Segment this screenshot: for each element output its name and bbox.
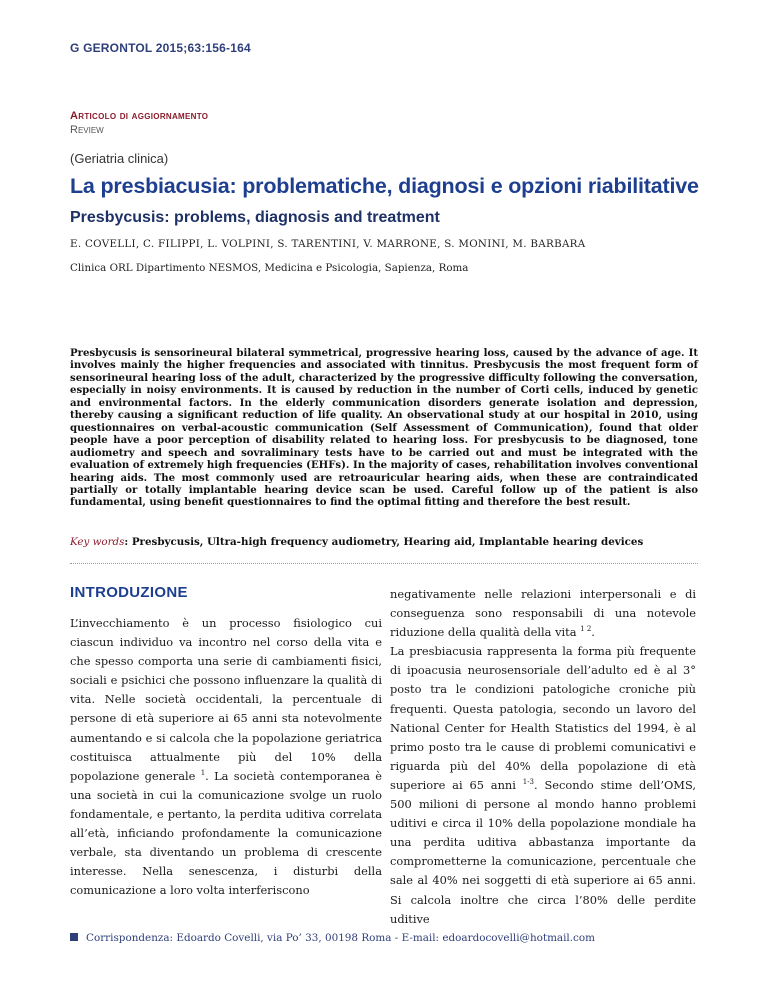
abstract: Presbycusis is sensorineural bilateral symmetrical, progressive hearing loss, caused by the advance of age. It involves mainly the higher frequencies and associated with tinnitus. Presbycusis the most frequent form of sensorineural hearing loss of the adult, characterized by the progressive difficulty following the conversation, especially in noisy environments. It is caused by reduction in the number of Corti cells, induced by genetic and environmental factors. In the elderly communication disorders generate isolation and depression, thereby causing a significant reduction of life quality. An observational study at our hospital in 2010, using questionnaires on verbal-acoustic communication (Self Assessment of Communication), found that older people have a poor perception of disability related to hearing loss. For presbycusis to be diagnosed, tone audiometry and speech and sovraliminary tests have to be carried out and must be integrated with the evaluation of extremely high frequencies (EHFs). In the majority of cases, rehabilitation involves conventional hearing aids. The most commonly used are retroauricular hearing aids, when these are contraindicated partially or totally implantable hearing device scan be used. Careful follow up of the patient is also fundamental, using benefit questionnaires to find the optimal fitting and therefore the best result. [70, 347, 698, 509]
citation-ref[interactable]: 1 [200, 768, 206, 777]
article-category: (Geriatria clinica) [70, 151, 169, 166]
citation-ref[interactable]: 1 2 [580, 625, 592, 634]
paragraph [70, 614, 382, 900]
author-list: E. COVELLI, C. FILIPPI, L. VOLPINI, S. TARENTINI, V. MARRONE, S. MONINI, M. BARBARA [70, 238, 586, 250]
paragraph-text: . La società contemporanea è una società in cui la comunicazione svolge un ruolo fondamentale, e pertanto, la perdita uditiva correlata all’età, inficiando profondamente la comunicazione verbale, sta diventando un problema di crescente interesse. Nella senescenza, i disturbi della comunicazione a loro volta interferiscono [70, 768, 382, 898]
section-divider [70, 563, 698, 564]
paragraph-text: . Secondo stime dell’OMS, 500 milioni di persone al mondo hanno problemi uditivi e circa il 10% della popolazione mondiale ha una perdita uditiva abbastanza importante da comprometterne la comunicazione, percentuale che sale al 40% nei soggetti di età superiore ai 65 anni. Si calcola inoltre che circa l’80% delle perdite uditive [390, 777, 696, 926]
paragraph-text: La presbiacusia rappresenta la forma più frequente di ipoacusia neurosensoriale dell’adulto ed è al 3° posto tra le condizioni patologiche croniche più frequenti. Questa patologia, secondo un lavoro del National Center for Health Statistics del 1994, è al primo posto tra le cause di problemi comunicativi e riguarda più del 40% della popolazione di età superiore ai 65 anni [390, 644, 696, 792]
section-heading: INTRODUZIONE [70, 584, 188, 601]
paragraph-text: . [591, 625, 595, 640]
keywords-label: Key words [70, 536, 125, 548]
citation-ref[interactable]: 1-3 [522, 778, 535, 787]
article-title: La presbiacusia: problematiche, diagnosi e opzioni riabilitative [70, 174, 699, 198]
paragraph [390, 585, 696, 642]
journal-reference: G GERONTOL 2015;63:156-164 [70, 41, 251, 55]
keywords-list: Presbycusis, Ultra-high frequency audiometry, Hearing aid, Implantable hearing devices [131, 536, 644, 548]
review-label: Review [70, 124, 104, 136]
keywords [70, 536, 700, 548]
body-column-right [390, 585, 696, 929]
keywords-colon: : [124, 536, 132, 548]
article-subtitle: Presbycusis: problems, diagnosis and treatment [70, 209, 440, 226]
body-column-left [70, 614, 382, 900]
paragraph-text: L’invecchiamento è un processo fisiologico cui ciascun individuo va incontro nel corso della vita e che spesso comporta una serie di cambiamenti fisici, sociali e psichici che possono influenzare la qualità di vita. Nelle società occidentali, la percentuale di persone di età superiore ai 65 anni sta notevolmente aumentando e si calcola che la popolazione geriatrica costituisca attualmente più del 10% della popolazione generale [70, 616, 382, 783]
correspondence-text: Corrispondenza: Edoardo Covelli, via Po’ 33, 00198 Roma - E-mail: edoardocovelli@hotmail.com [86, 932, 595, 944]
paragraph [390, 642, 696, 928]
section-label: Articolo di aggiornamento [70, 110, 209, 122]
square-bullet-icon [70, 933, 78, 941]
correspondence-footer [70, 932, 595, 944]
paragraph-text: negativamente nelle relazioni interpersonali e di conseguenza sono responsabili di una notevole riduzione della qualità della vita [390, 587, 696, 640]
affiliation: Clinica ORL Dipartimento NESMOS, Medicina e Psicologia, Sapienza, Roma [70, 262, 469, 274]
